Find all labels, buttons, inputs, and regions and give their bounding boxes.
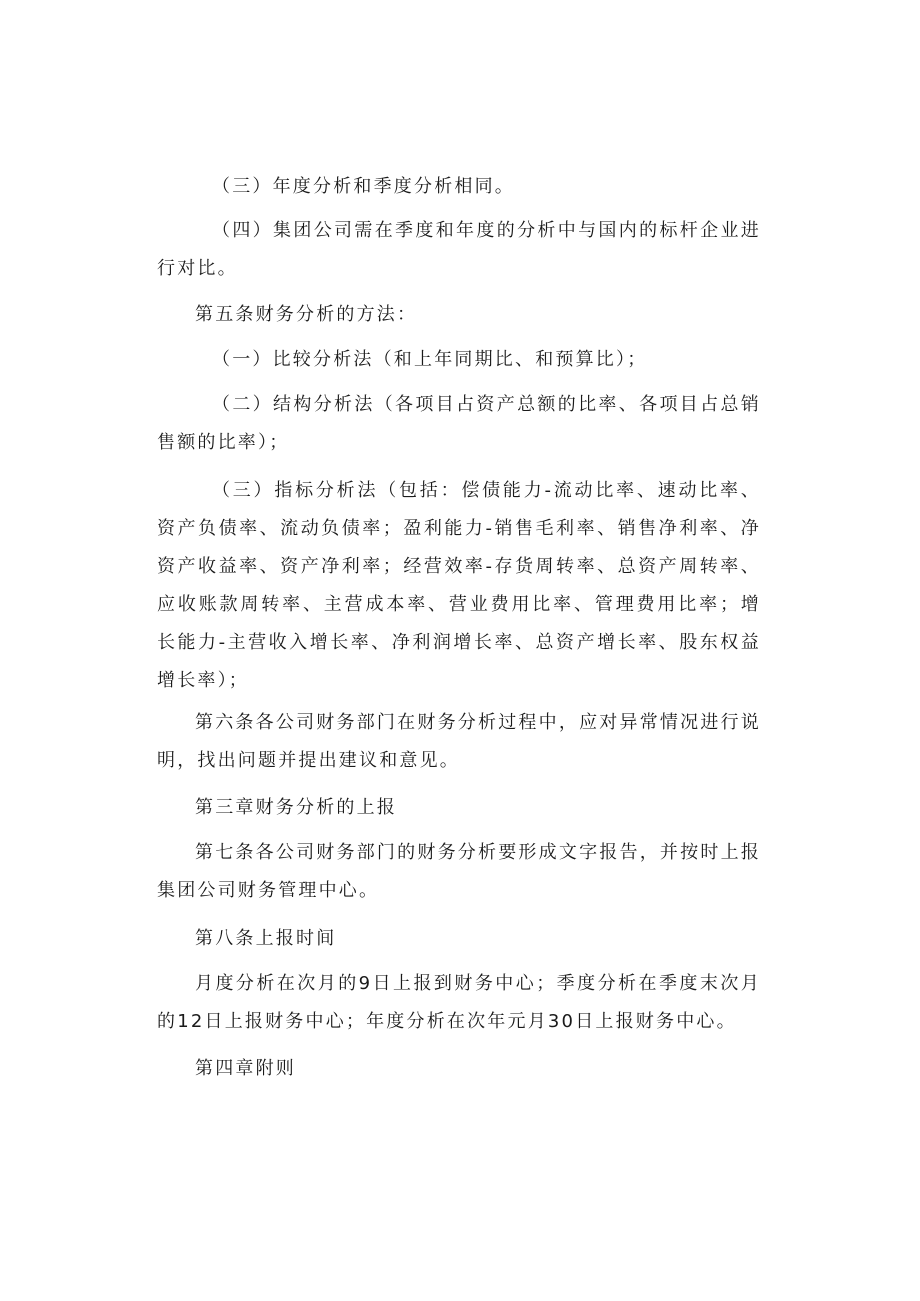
chapter-four-heading: 第四章附则 [195, 1058, 296, 1079]
paragraph-comparison-method: （一）比较分析法（和上年同期比、和预算比）； [212, 349, 648, 370]
paragraph-structure-method: （二）结构分析法（各项目占资产总额的比率、各项目占总销售额的比率）； [157, 394, 761, 453]
paragraph-annual-analysis: （三）年度分析和季度分析相同。 [212, 176, 515, 197]
article-seven: 第七条各公司财务部门的财务分析要形成文字报告，并按时上报集团公司财务管理中心。 [157, 842, 761, 901]
paragraph-benchmark-comparison: （四）集团公司需在季度和年度的分析中与国内的标杆企业进行对比。 [157, 220, 761, 279]
chapter-three-heading: 第三章财务分析的上报 [195, 797, 397, 818]
article-six: 第六条各公司财务部门在财务分析过程中，应对异常情况进行说明，找出问题并提出建议和意见。 [157, 712, 761, 771]
paragraph-indicator-method: （三）指标分析法（包括：偿债能力-流动比率、速动比率、资产负债率、流动负债率；盈利能力-销售毛利率、销售净利率、净资产收益率、资产净利率；经营效率-存货周转率、总资产周转率、应收账款周转率、主营成本率、营业费用比率、管理费用比率；增长能力-主营收入增长率、净利润增长率、总资产增长率、股东权益增长率）； [157, 480, 761, 691]
article-five-heading: 第五条财务分析的方法： [195, 304, 418, 325]
paragraph-reporting-schedule: 月度分析在次月的9日上报到财务中心；季度分析在季度末次月的12日上报财务中心；年度分析在次年元月30日上报财务中心。 [157, 973, 761, 1032]
article-eight-heading: 第八条上报时间 [195, 928, 337, 949]
